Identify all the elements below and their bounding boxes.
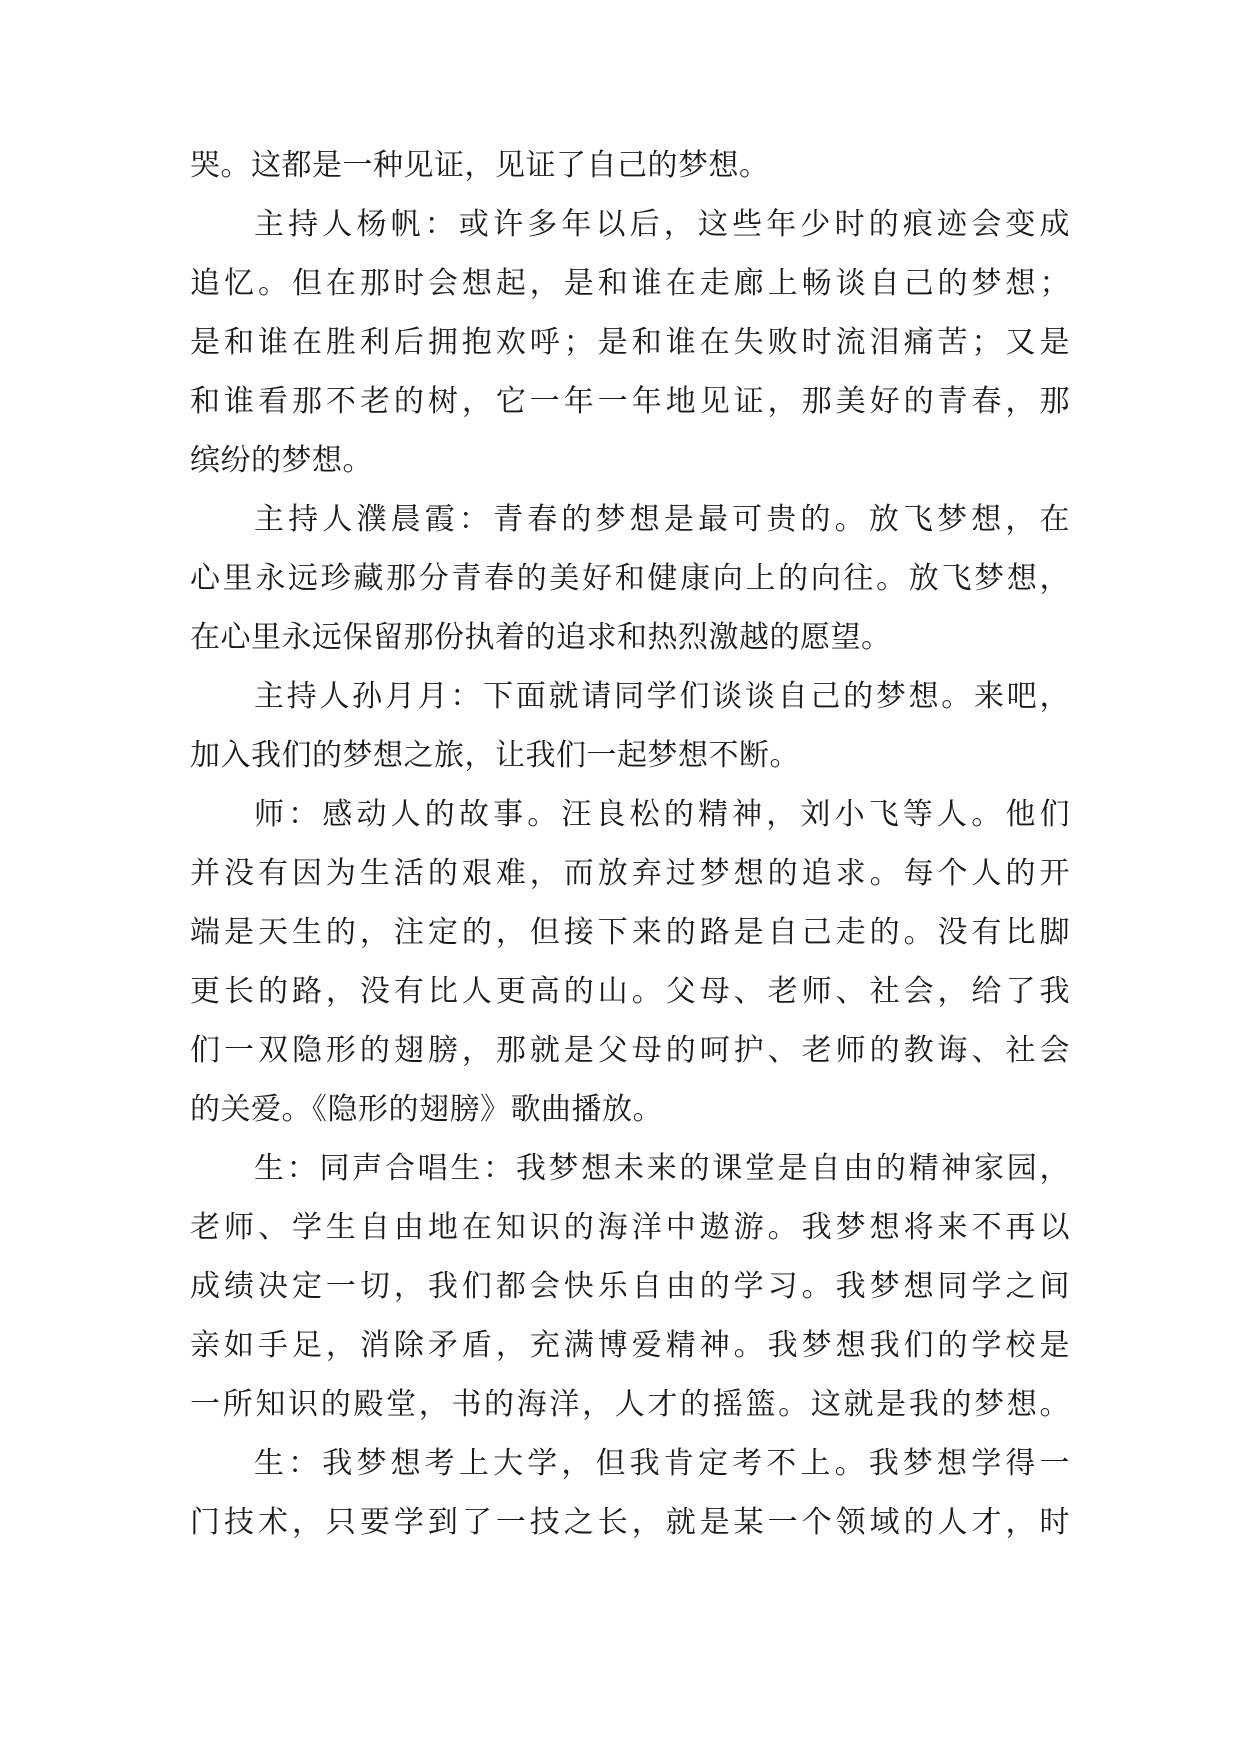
text-line-11: 加入我们的梦想之旅，让我们一起梦想不断。 (190, 738, 800, 773)
text-line-4: 是和谁在胜利后拥抱欢呼；是和谁在失败时流泪痛苦；又是 (190, 325, 1070, 360)
text-line-2: 主持人杨帆：或许多年以后，这些年少时的痕迹会变成 (254, 207, 1070, 242)
text-line-10: 主持人孙月月：下面就请同学们谈谈自己的梦想。来吧， (254, 679, 1070, 714)
text-line-8: 心里永远珍藏那分青春的美好和健康向上的向往。放飞梦想， (190, 561, 1070, 596)
text-line-12: 师：感动人的故事。汪良松的精神，刘小飞等人。他们 (254, 797, 1070, 832)
text-line-1: 哭。这都是一种见证，见证了自己的梦想。 (190, 148, 770, 183)
text-line-20: 成绩决定一切，我们都会快乐自由的学习。我梦想同学之间 (190, 1269, 1070, 1304)
text-line-6: 缤纷的梦想。 (190, 443, 373, 478)
text-line-5: 和谁看那不老的树，它一年一年地见证，那美好的青春，那 (190, 384, 1070, 419)
text-line-19: 老师、学生自由地在知识的海洋中遨游。我梦想将来不再以 (190, 1210, 1070, 1245)
text-line-17: 的关爱。《隐形的翅膀》歌曲播放。 (190, 1092, 663, 1127)
text-line-15: 更长的路，没有比人更高的山。父母、老师、社会，给了我 (190, 974, 1070, 1009)
text-line-14: 端是天生的，注定的，但接下来的路是自己走的。没有比脚 (190, 915, 1070, 950)
text-line-16: 们一双隐形的翅膀，那就是父母的呵护、老师的教诲、社会 (190, 1033, 1070, 1068)
text-line-7: 主持人濮晨霞：青春的梦想是最可贵的。放飞梦想，在 (254, 502, 1070, 537)
text-line-22: 一所知识的殿堂，书的海洋，人才的摇篮。这就是我的梦想。 (190, 1387, 1070, 1422)
text-line-3: 追忆。但在那时会想起，是和谁在走廊上畅谈自己的梦想； (190, 266, 1070, 301)
text-line-9: 在心里永远保留那份执着的追求和热烈激越的愿望。 (190, 620, 892, 655)
text-line-18: 生：同声合唱生：我梦想未来的课堂是自由的精神家园， (254, 1151, 1070, 1186)
text-line-13: 并没有因为生活的艰难，而放弃过梦想的追求。每个人的开 (190, 856, 1070, 891)
text-line-24: 门技术，只要学到了一技之长，就是某一个领域的人才，时 (190, 1505, 1070, 1540)
text-line-21: 亲如手足，消除矛盾，充满博爱精神。我梦想我们的学校是 (190, 1328, 1070, 1363)
text-line-23: 生：我梦想考上大学，但我肯定考不上。我梦想学得一 (254, 1446, 1070, 1481)
